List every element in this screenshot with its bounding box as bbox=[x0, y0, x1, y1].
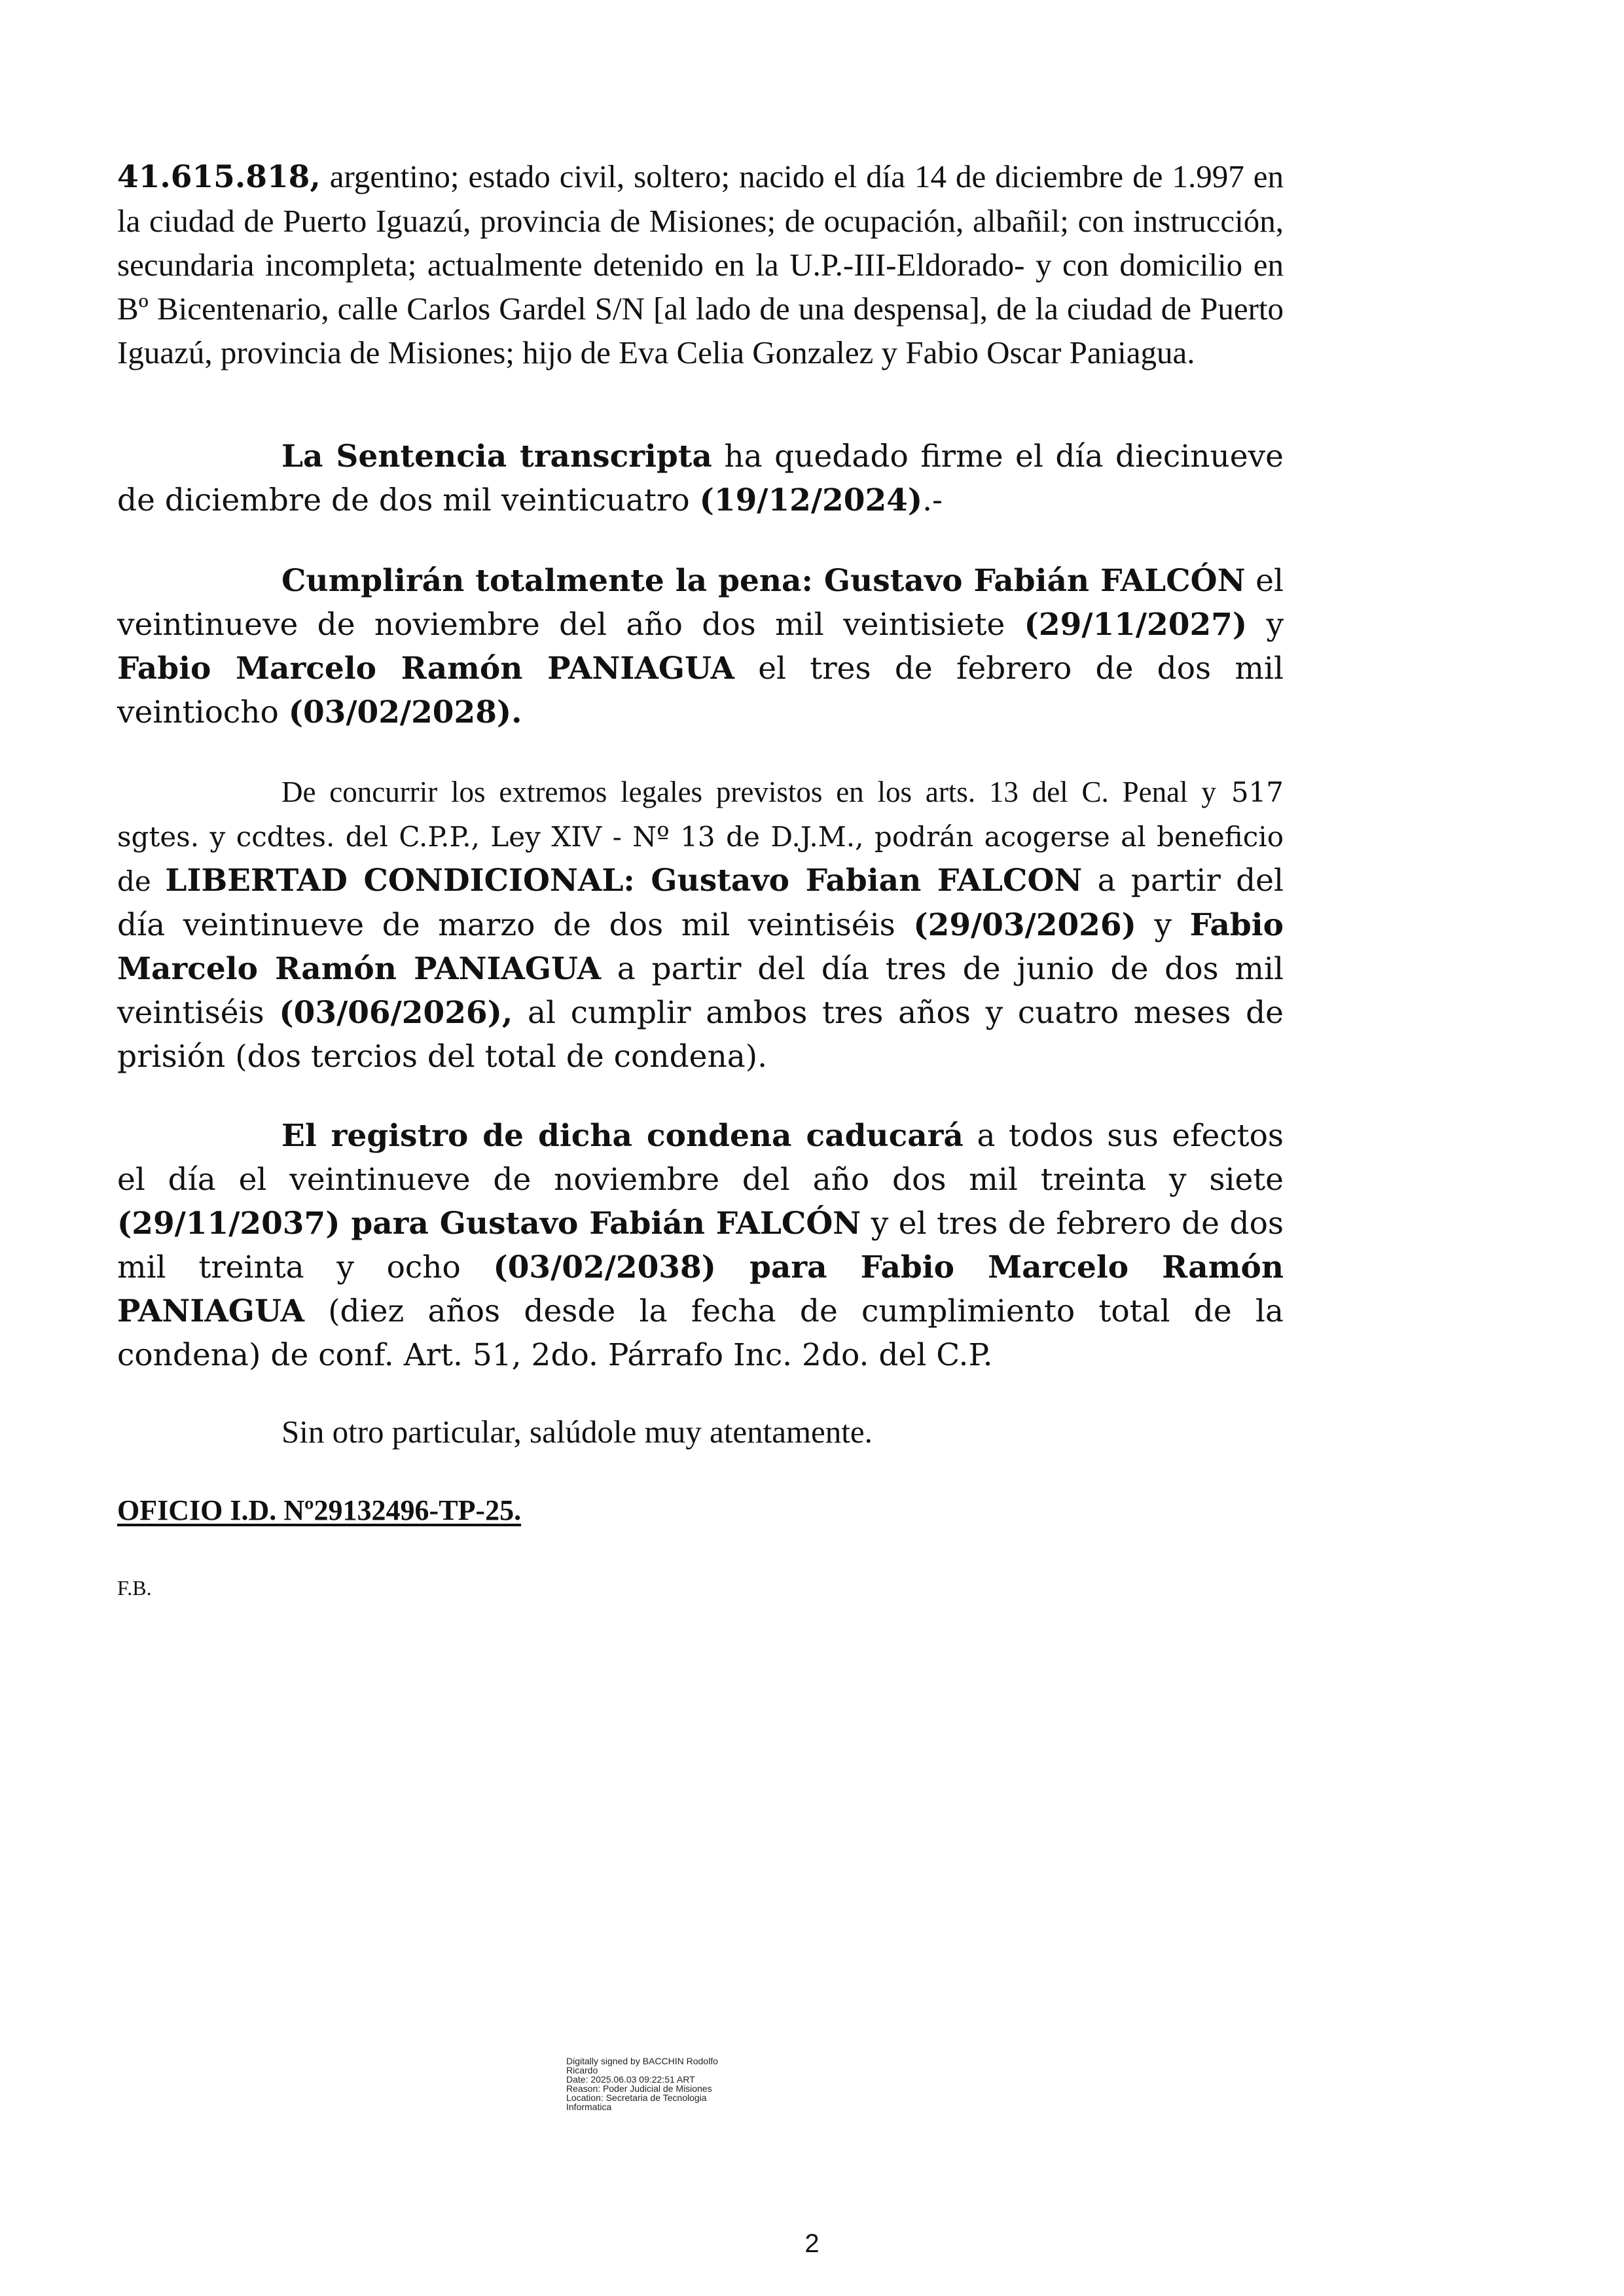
sentence-final-lead: La Sentencia transcripta bbox=[281, 439, 712, 475]
completion-date-paniagua: (03/02/2028). bbox=[288, 694, 522, 730]
sentence-final-date: (19/12/2024) bbox=[699, 482, 923, 518]
completion-lead: Cumplirán totalmente la pena: Gustavo Fabián FALCÓN bbox=[281, 563, 1246, 599]
office-reference: OFICIO I.D. Nº29132496-TP-25. bbox=[117, 1494, 522, 1526]
conditional-release-lead: LIBERTAD CONDICIONAL: Gustavo Fabian FALCON bbox=[165, 863, 1083, 899]
conditional-release-paragraph: De concurrir los extremos legales previstos en los arts. 13 del C. Penal y 517 sgtes. y ccdtes. del C.P.P., Ley XIV - Nº 13 de D.J.M., podrán acogerse al beneficio de LIBERTAD CONDICIONAL: Gustavo Fabian FALCON a partir del día veintinueve de marzo de dos mil veintiséis (29/03/2026) y Fabio Marcelo Ramón PANIAGUA a partir del día tres de junio de dos mil veintiséis (03/06/2026), al cumplir ambos tres años y cuatro meses de prisión (dos tercios del total de condena). bbox=[117, 776, 1284, 1075]
defendant-details-paragraph: 41.615.818, argentino; estado civil, soltero; nacido el día 14 de diciembre de 1.997 en la ciudad de Puerto Iguazú, provincia de Misiones; de ocupación, albañil; con instrucción, secundaria incompleta; actualmente detenido en la U.P.-III-Eldorado- y con domicilio en Bº Bicentenario, calle Carlos Gardel S/N [al lado de una despensa], de la ciudad de Puerto Iguazú, provincia de Misiones; hijo de Eva Celia Gonzalez y Fabio Oscar Paniagua. bbox=[117, 158, 1284, 370]
release-name-paniagua: Fabio Marcelo Ramón PANIAGUA bbox=[117, 907, 1284, 987]
sentence-completion-paragraph: Cumplirán totalmente la pena: Gustavo Fabián FALCÓN el veintinueve de noviembre del año dos mil veintisiete (29/11/2027) y Fabio Marcelo Ramón PANIAGUA el tres de febrero de dos mil veintiocho (03/02/2028). bbox=[117, 563, 1284, 730]
initials: F.B. bbox=[117, 1576, 152, 1600]
digital-signature-stamp: Digitally signed by BACCHIN Rodolfo Ricardo Date: 2025.06.03 09:22:51 ART Reason: Poder Judicial de Misiones Location: Secretaria de Tecnologia Informatica bbox=[566, 2056, 718, 2112]
sentence-final-paragraph: La Sentencia transcripta ha quedado firme el día diecinueve de diciembre de dos mil veinticuatro (19/12/2024).- bbox=[117, 439, 1284, 518]
release-date-falcon: (29/03/2026) bbox=[913, 907, 1136, 943]
completion-name-paniagua: Fabio Marcelo Ramón PANIAGUA bbox=[117, 651, 735, 687]
closing-line: Sin otro particular, salúdole muy atentamente. bbox=[281, 1414, 873, 1450]
page-number: 2 bbox=[804, 2229, 820, 2258]
completion-date-falcon: (29/11/2027) bbox=[1024, 607, 1248, 643]
record-expiry-falcon: (29/11/2037) para Gustavo Fabián FALCÓN bbox=[117, 1206, 861, 1242]
record-expiry-paniagua: (03/02/2038) para Fabio Marcelo Ramón PANIAGUA bbox=[117, 1249, 1284, 1329]
release-date-paniagua: (03/06/2026), bbox=[279, 995, 513, 1031]
record-expiry-lead: El registro de dicha condena caducará bbox=[281, 1118, 964, 1154]
id-number: 41.615.818, bbox=[117, 159, 321, 195]
record-expiry-paragraph: El registro de dicha condena caducará a todos sus efectos el día el veintinueve de noviembre del año dos mil treinta y siete (29/11/2037) para Gustavo Fabián FALCÓN y el tres de febrero de dos mil treinta y ocho (03/02/2038) para Fabio Marcelo Ramón PANIAGUA (diez años desde la fecha de cumplimiento total de la condena) de conf. Art. 51, 2do. Párrafo Inc. 2do. del C.P. bbox=[117, 1118, 1284, 1373]
